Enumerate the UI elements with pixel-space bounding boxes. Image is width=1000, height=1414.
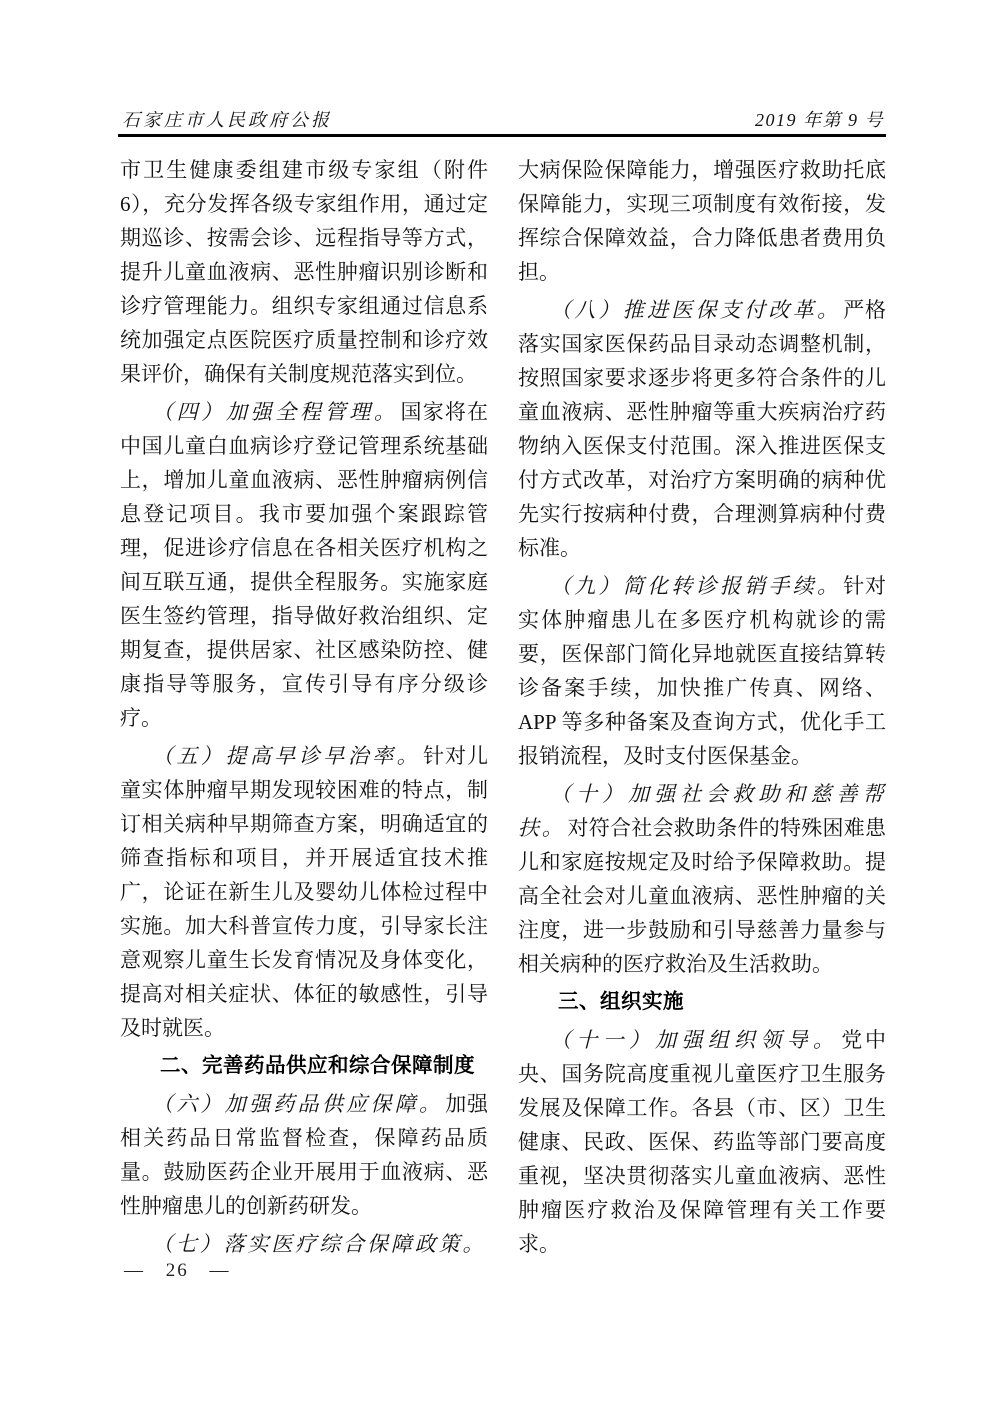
item-lead: （十一）加强组织领导。 [550, 1028, 840, 1052]
paragraph-text: 大病保险保障能力，增强医疗救助托底保障能力，实现三项制度有效衔接，发挥综合保障效益，合力降低患者费用负担。 [518, 158, 886, 284]
continuation-paragraph [120, 153, 488, 391]
section-heading-3: 三、组织实施 [558, 990, 684, 1013]
left-column [120, 153, 488, 1261]
page-footer [124, 1260, 231, 1282]
item-lead: （六）加强药品供应保障。 [152, 1092, 444, 1116]
item-paragraph-9 [518, 569, 886, 773]
publication-title: 石家庄市人民政府公报 [122, 110, 332, 130]
section-heading-2: 二、完善药品供应和综合保障制度 [160, 1054, 475, 1077]
item-lead: （五）提高早诊早治率。 [152, 744, 422, 768]
paragraph-text: 严格落实国家医保药品目录动态调整机制，按照国家要求逐步将更多符合条件的儿童血液病、恶性肿瘤等重大疾病治疗药物纳入医保支付范围。深入推进医保支付方式改革，对治疗方案明确的病种优先实行按病种付费，合理测算病种付费标准。 [518, 298, 886, 560]
issue-number: 2019 年第 9 号 [755, 110, 884, 130]
item-paragraph-8 [518, 293, 886, 565]
paragraph-text: 加强相关药品日常监督检查，保障药品质量。鼓励医药企业开展用于血液病、恶性肿瘤患儿的创新药研发。 [120, 1092, 488, 1218]
item-paragraph-7 [120, 1227, 488, 1261]
continuation-paragraph [518, 153, 886, 289]
item-lead: （十）加强社会救助和慈善帮扶。 [518, 782, 886, 840]
item-lead: （四）加强全程管理。 [152, 400, 399, 424]
page-number: — 26 — [124, 1260, 231, 1281]
article-body [120, 153, 886, 1261]
item-paragraph-6 [120, 1087, 488, 1223]
item-paragraph-4 [120, 395, 488, 735]
item-lead: （七）落实医疗综合保障政策。 [152, 1232, 486, 1256]
header-rule [118, 134, 886, 137]
page-header [122, 106, 884, 132]
item-paragraph-10 [518, 777, 886, 981]
right-column [518, 153, 886, 1261]
item-lead: （九）简化转诊报销手续。 [550, 574, 842, 598]
item-lead: （八）推进医保支付改革。 [550, 298, 842, 322]
paragraph-text: 对符合社会救助条件的特殊困难患儿和家庭按规定及时给予保障救助。提高全社会对儿童血液病、恶性肿瘤的关注度，进一步鼓励和引导慈善力量参与相关病种的医疗救治及生活救助。 [518, 816, 886, 976]
paragraph-text: 针对实体肿瘤患儿在多医疗机构就诊的需要，医保部门简化异地就医直接结算转诊备案手续，加快推广传真、网络、APP 等多种备案及查询方式，优化手工报销流程，及时支付医保基金。 [518, 574, 886, 768]
item-paragraph-11 [518, 1023, 886, 1261]
paragraph-text: 党中央、国务院高度重视儿童医疗卫生服务发展及保障工作。各县（市、区）卫生健康、民政、医保、药监等部门要高度重视，坚决贯彻落实儿童血液病、恶性肿瘤医疗救治及保障管理有关工作要求。 [518, 1028, 886, 1256]
paragraph-text: 针对儿童实体肿瘤早期发现较困难的特点，制订相关病种早期筛查方案，明确适宜的筛查指标和项目，并开展适宜技术推广，论证在新生儿及婴幼儿体检过程中实施。加大科普宣传力度，引导家长注意观察儿童生长发育情况及身体变化，提高对相关症状、体征的敏感性，引导及时就医。 [120, 744, 488, 1040]
paragraph-text: 国家将在中国儿童白血病诊疗登记管理系统基础上，增加儿童血液病、恶性肿瘤病例信息登记项目。我市要加强个案跟踪管理，促进诊疗信息在各相关医疗机构之间互联互通，提供全程服务。实施家庭医生签约管理，指导做好救治组织、定期复查，提供居家、社区感染防控、健康指导等服务，宣传引导有序分级诊疗。 [120, 400, 488, 730]
paragraph-text: 市卫生健康委组建市级专家组（附件 6），充分发挥各级专家组作用，通过定期巡诊、按需会诊、远程指导等方式，提升儿童血液病、恶性肿瘤识别诊断和诊疗管理能力。组织专家组通过信息系统加强定点医院医疗质量控制和诊疗效果评价，确保有关制度规范落实到位。 [120, 158, 488, 386]
item-paragraph-5 [120, 739, 488, 1045]
